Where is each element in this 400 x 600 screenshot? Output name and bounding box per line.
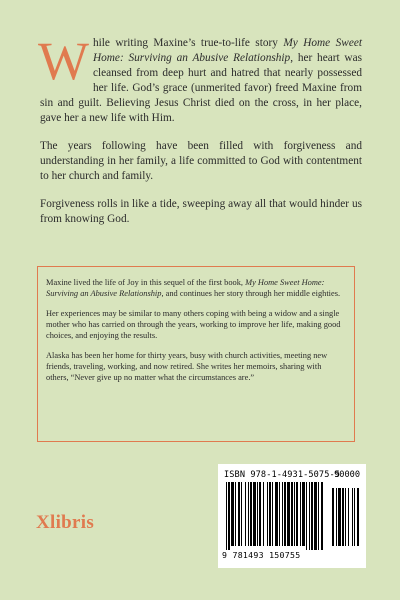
- author-bio-box: [37, 266, 355, 442]
- synopsis-rest: , her heart was cleansed from deep hurt and hatred that nearly possessed her life. God’s grace (unmerited favor) freed Maxine from sin and guilt. Believing Jesus Christ died on the cross, in her place, gave her a new life with Him.: [40, 52, 362, 124]
- isbn-barcode: [218, 464, 366, 568]
- publisher-logo: Xlibris: [36, 512, 95, 533]
- synopsis-lead: hile writing Maxine’s true-to-life story: [92, 37, 284, 49]
- bio-rest: , and continues her story through her middle eighties.: [161, 289, 341, 298]
- synopsis-paragraph-1: [38, 31, 362, 126]
- drop-cap: W: [38, 31, 89, 91]
- bio-lead: Maxine lived the life of Joy in this sequel of the first book,: [46, 278, 246, 287]
- bio-paragraph-1: [46, 277, 344, 299]
- barcode-icon: [224, 482, 360, 550]
- bio-paragraph-3: Alaska has been her home for thirty years, busy with church activities, meeting new friends, traveling, working, and now retired. She writes her memoirs, sharing with others, “Never give up no matter what the circumstances are.”: [46, 351, 328, 382]
- synopsis-paragraph-3: Forgiveness rolls in like a tide, sweeping away all that would hinder us from knowing God.: [40, 198, 362, 225]
- synopsis: [38, 31, 362, 240]
- barcode-digits: 9 781493 150755: [222, 550, 301, 560]
- bio-title-reference: My Home Sweet Home: Surviving an Abusive Relationship: [46, 278, 325, 298]
- isbn-number: ISBN 978-1-4931-5075-5: [224, 470, 341, 480]
- bio-paragraph-2: Her experiences may be similar to many others coping with being a widow and a single mother who has carried on through the years, working to improve her life, making good choices, and enjoying the results.: [46, 309, 341, 340]
- book-title-reference: My Home Sweet Home: Surviving an Abusive Relationship: [92, 37, 362, 64]
- price-code: 90000: [334, 470, 360, 480]
- synopsis-paragraph-2: The years following have been filled with forgiveness and understanding in her family, a life committed to God with contentment to her church and family.: [40, 140, 362, 182]
